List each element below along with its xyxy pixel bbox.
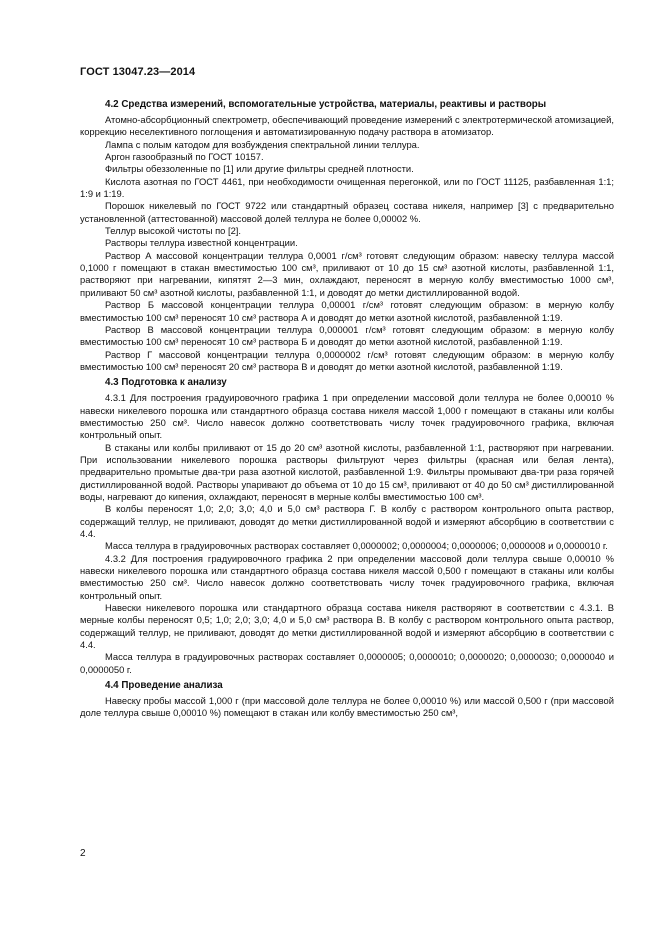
paragraph: Аргон газообразный по ГОСТ 10157. [105,151,264,163]
page-number: 2 [80,848,86,859]
paragraph: Кислота азотная по ГОСТ 4461, при необходимости очищенная перегонкой, или по ГОСТ 11125, разбавленная 1:1; 1:9 и 1:19. [80,175,614,200]
paragraph: Навески никелевого порошка или стандартного образца состава никеля растворяют в соответствии с 4.3.1. В мерные колбы переносят 0,5; 1,0; 2,0; 3,0; 4,0 и 5,0 см³ раствора В. В колбу с раствором контрольного опыта раствор, содержащий теллур, не приливают, доводят до метки дистиллированной водой и измеряют абсорбцию в соответствии с 4.4. [80,602,614,651]
section-heading-4-2: 4.2 Средства измерений, вспомогательные устройства, материалы, реактивы и растворы [105,99,547,110]
paragraph: Растворы теллура известной концентрации. [105,237,298,249]
paragraph: Навеску пробы массой 1,000 г (при массовой доле теллура не более 0,00010 %) или массой 0,500 г (при массовой доле теллура свыше 0,00010 %) помещают в стакан или колбу вместимостью 250 см³, [80,695,614,719]
paragraph: Атомно-абсорбционный спектрометр, обеспечивающий проведение измерений с электротермической атомизацией, коррекцию неселективного поглощения и автоматизированную подачу раствора в атомизатор. [80,114,614,138]
paragraph: Масса теллура в градуировочных растворах составляет 0,0000005; 0,0000010; 0,0000020; 0,0000030; 0,0000040 и 0,0000050 г. [80,651,614,675]
paragraph: В колбы переносят 1,0; 2,0; 3,0; 4,0 и 5,0 см³ раствора Г. В колбу с раствором контрольного опыта раствор, содержащий теллур, не приливают, доводят до метки дистиллированной водой и измеряют абсорбцию в соответствии с 4.4. [80,503,614,539]
paragraph: В стаканы или колбы приливают от 15 до 20 см³ азотной кислоты, разбавленной 1:1, растворяют при нагревании. При использовании никелевого порошка растворы фильтруют через фильтры (красная или белая лента), предварительно промытые два-три раза азотной кислотой, разбавленной 1:9. Фильтры промывают два-три раза горячей дистиллированной водой. Растворы упаривают до объема от 10 до 15 см³, приливают от 40 до 50 см³ дистиллированной воды, нагревают до кипения, охлаждают, переносят в мерные колбы вместимостью 100 см³. [80,441,614,502]
document-body [80,96,614,720]
paragraph: Масса теллура в градуировочных растворах составляет 0,0000002; 0,0000004; 0,0000006; 0,0000008 и 0,0000010 г. [105,540,608,552]
paragraph: Порошок никелевый по ГОСТ 9722 или стандартный образец состава никеля, например [3] с предварительно установленной (аттестованной) массовой долей теллура не более 0,00002 %. [80,200,614,224]
paragraph: Раствор Г массовой концентрации теллура 0,0000002 г/см³ готовят следующим образом: в мерную колбу вместимостью 100 см³ переносят 20 см³ раствора В и доводят до метки азотной кислотой, разбавленной 1:19. [80,348,614,372]
paragraph: 4.3.2 Для построения градуировочного графика 2 при определении массовой доли теллура свыше 0,00010 % навески никелевого порошка или стандартного образца состава никеля массой 0,500 г помещают в стаканы или колбы вместимостью 250 см³. Число навесок должно соответствовать числу точек градуировочного графика, включая контрольный опыт. [80,552,614,601]
paragraph: 4.3.1 Для построения градуировочного графика 1 при определении массовой доли теллура не более 0,00010 % навески никелевого порошка или стандартного образца состава никеля массой 1,000 г помещают в стаканы или колбы вместимостью 250 см³. Число навесок должно соответствовать числу точек градуировочного графика, включая контрольный опыт. [80,392,614,441]
section-heading-4-4: 4.4 Проведение анализа [105,680,223,692]
paragraph: Теллур высокой чистоты по [2]. [105,225,241,237]
paragraph: Раствор Б массовой концентрации теллура 0,00001 г/см³ готовят следующим образом: в мерную колбу вместимостью 100 см³ переносят 10 см³ раствора А и доводят до метки азотной кислотой, разбавленной 1:19. [80,299,614,323]
paragraph: Раствор В массовой концентрации теллура 0,000001 г/см³ готовят следующим образом: в мерную колбу вместимостью 100 см³ переносят 10 см³ раствора Б и доводят до метки азотной кислотой, разбавленной 1:19. [80,323,614,348]
paragraph: Раствор А массовой концентрации теллура 0,0001 г/см³ готовят следующим образом: навеску теллура массой 0,1000 г помещают в стакан вместимостью 100 см³, приливают от 10 до 15 см³ азотной кислоты, разбавленной 1:1, растворяют при нагревании, кипятят 2—3 мин, охлаждают, переносят в мерную колбу вместимостью 1000 см³, приливают 50 см³ азотной кислоты, разбавленной 1:1, и доводят до метки дистиллированной водой. [80,249,614,298]
document-header: ГОСТ 13047.23—2014 [80,66,196,78]
paragraph: Лампа с полым катодом для возбуждения спектральной линии теллура. [105,138,420,150]
section-heading-4-3: 4.3 Подготовка к анализу [105,377,227,389]
paragraph: Фильтры обеззоленные по [1] или другие фильтры средней плотности. [105,163,414,175]
